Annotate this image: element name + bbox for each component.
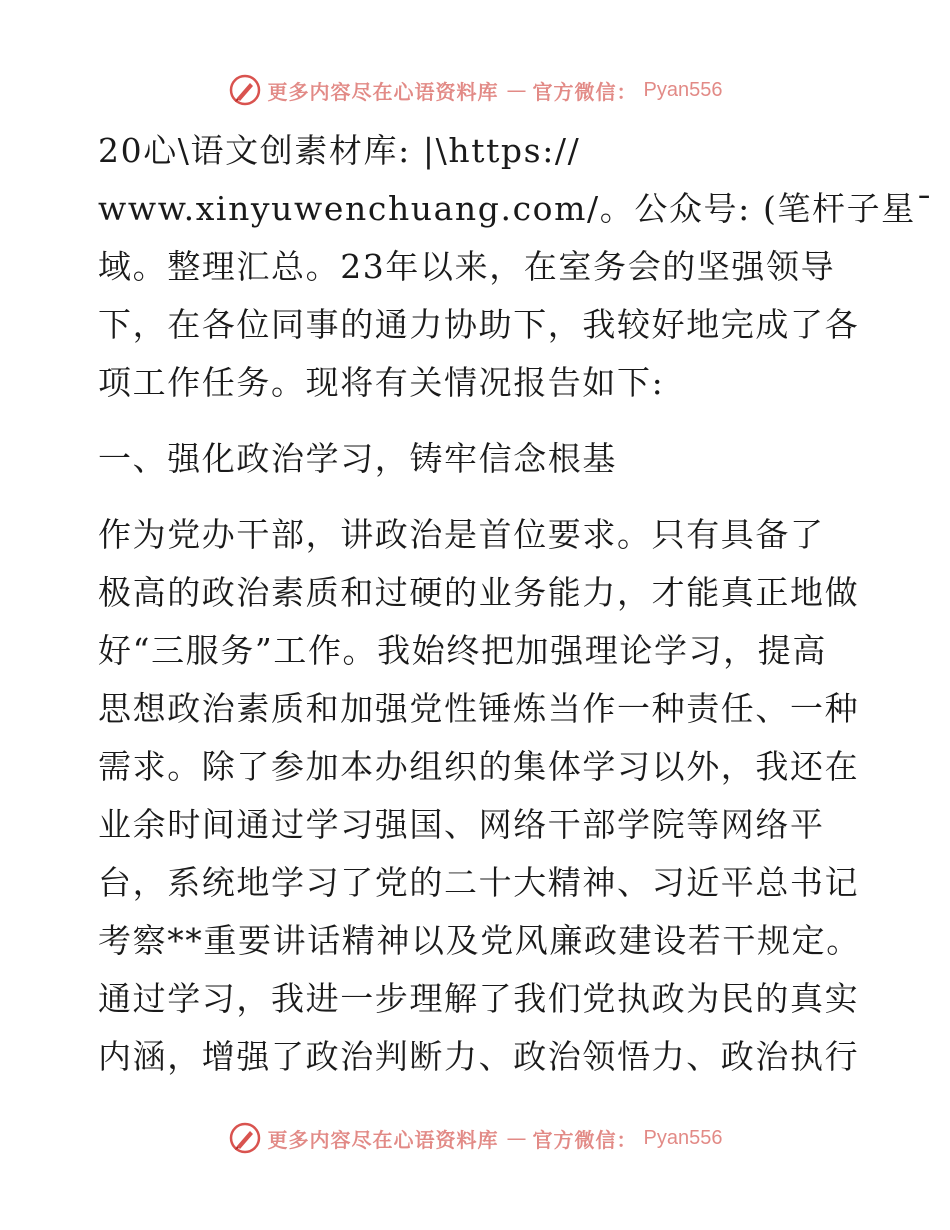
text-line: 台，系统地学习了党的二十大精神、习近平总书记 [98,863,860,902]
paragraph-body [98,506,861,1086]
banner-wechat-label: 官方微信： [532,79,638,104]
text-line: 域。整理汇总。23年以来，在室务会的坚强领导 [98,247,836,286]
header-banner [0,70,950,110]
banner-wechat-id: Pyan556 [643,78,723,101]
text-line: 项工作任务。现将有关情况报告如下: [98,363,665,402]
paragraph-intro [98,122,934,412]
heading-line: 一、强化政治学习，铸牢信念根基 [98,439,617,478]
text-line: 需求。除了参加本办组织的集体学习以外，我还在 [98,747,860,786]
text-line: 思想政治素质和加强党性锤炼当作一种责任、一种 [98,689,860,728]
banner-main-text: 更多内容尽在心语资料库 [267,79,499,104]
text-line: 通过学习，我进一步理解了我们党执政为民的真实 [98,979,860,1018]
document-body [98,122,934,1086]
footer-banner [0,1118,950,1158]
pen-logo-icon [228,1121,262,1155]
text-line: www.xinyuwenchuang.com/。公众号: (笔杆子星¯ [98,189,934,228]
pen-logo-icon [228,73,262,107]
section-heading [98,430,858,488]
banner-wechat-label: 官方微信： [532,1127,638,1152]
banner-separator: — [506,78,527,102]
banner-wechat-id: Pyan556 [643,1126,723,1149]
banner-separator: — [506,1126,527,1150]
text-line: 20心\语文创素材库: |\https:// [98,131,581,170]
text-line: 考察**重要讲话精神以及党风廉政建设若干规定。 [98,921,861,960]
text-line: 业余时间通过学习强国、网络干部学院等网络平 [98,805,825,844]
text-line: 下，在各位同事的通力协助下，我较好地完成了各 [98,305,860,344]
text-line: 内涵，增强了政治判断力、政治领悟力、政治执行 [98,1037,860,1076]
text-line: 好“三服务”工作。我始终把加强理论学习，提高 [98,631,827,670]
banner-main-text: 更多内容尽在心语资料库 [267,1127,499,1152]
text-line: 极高的政治素质和过硬的业务能力，才能真正地做 [98,573,860,612]
text-line: 作为党办干部，讲政治是首位要求。只有具备了 [98,515,825,554]
